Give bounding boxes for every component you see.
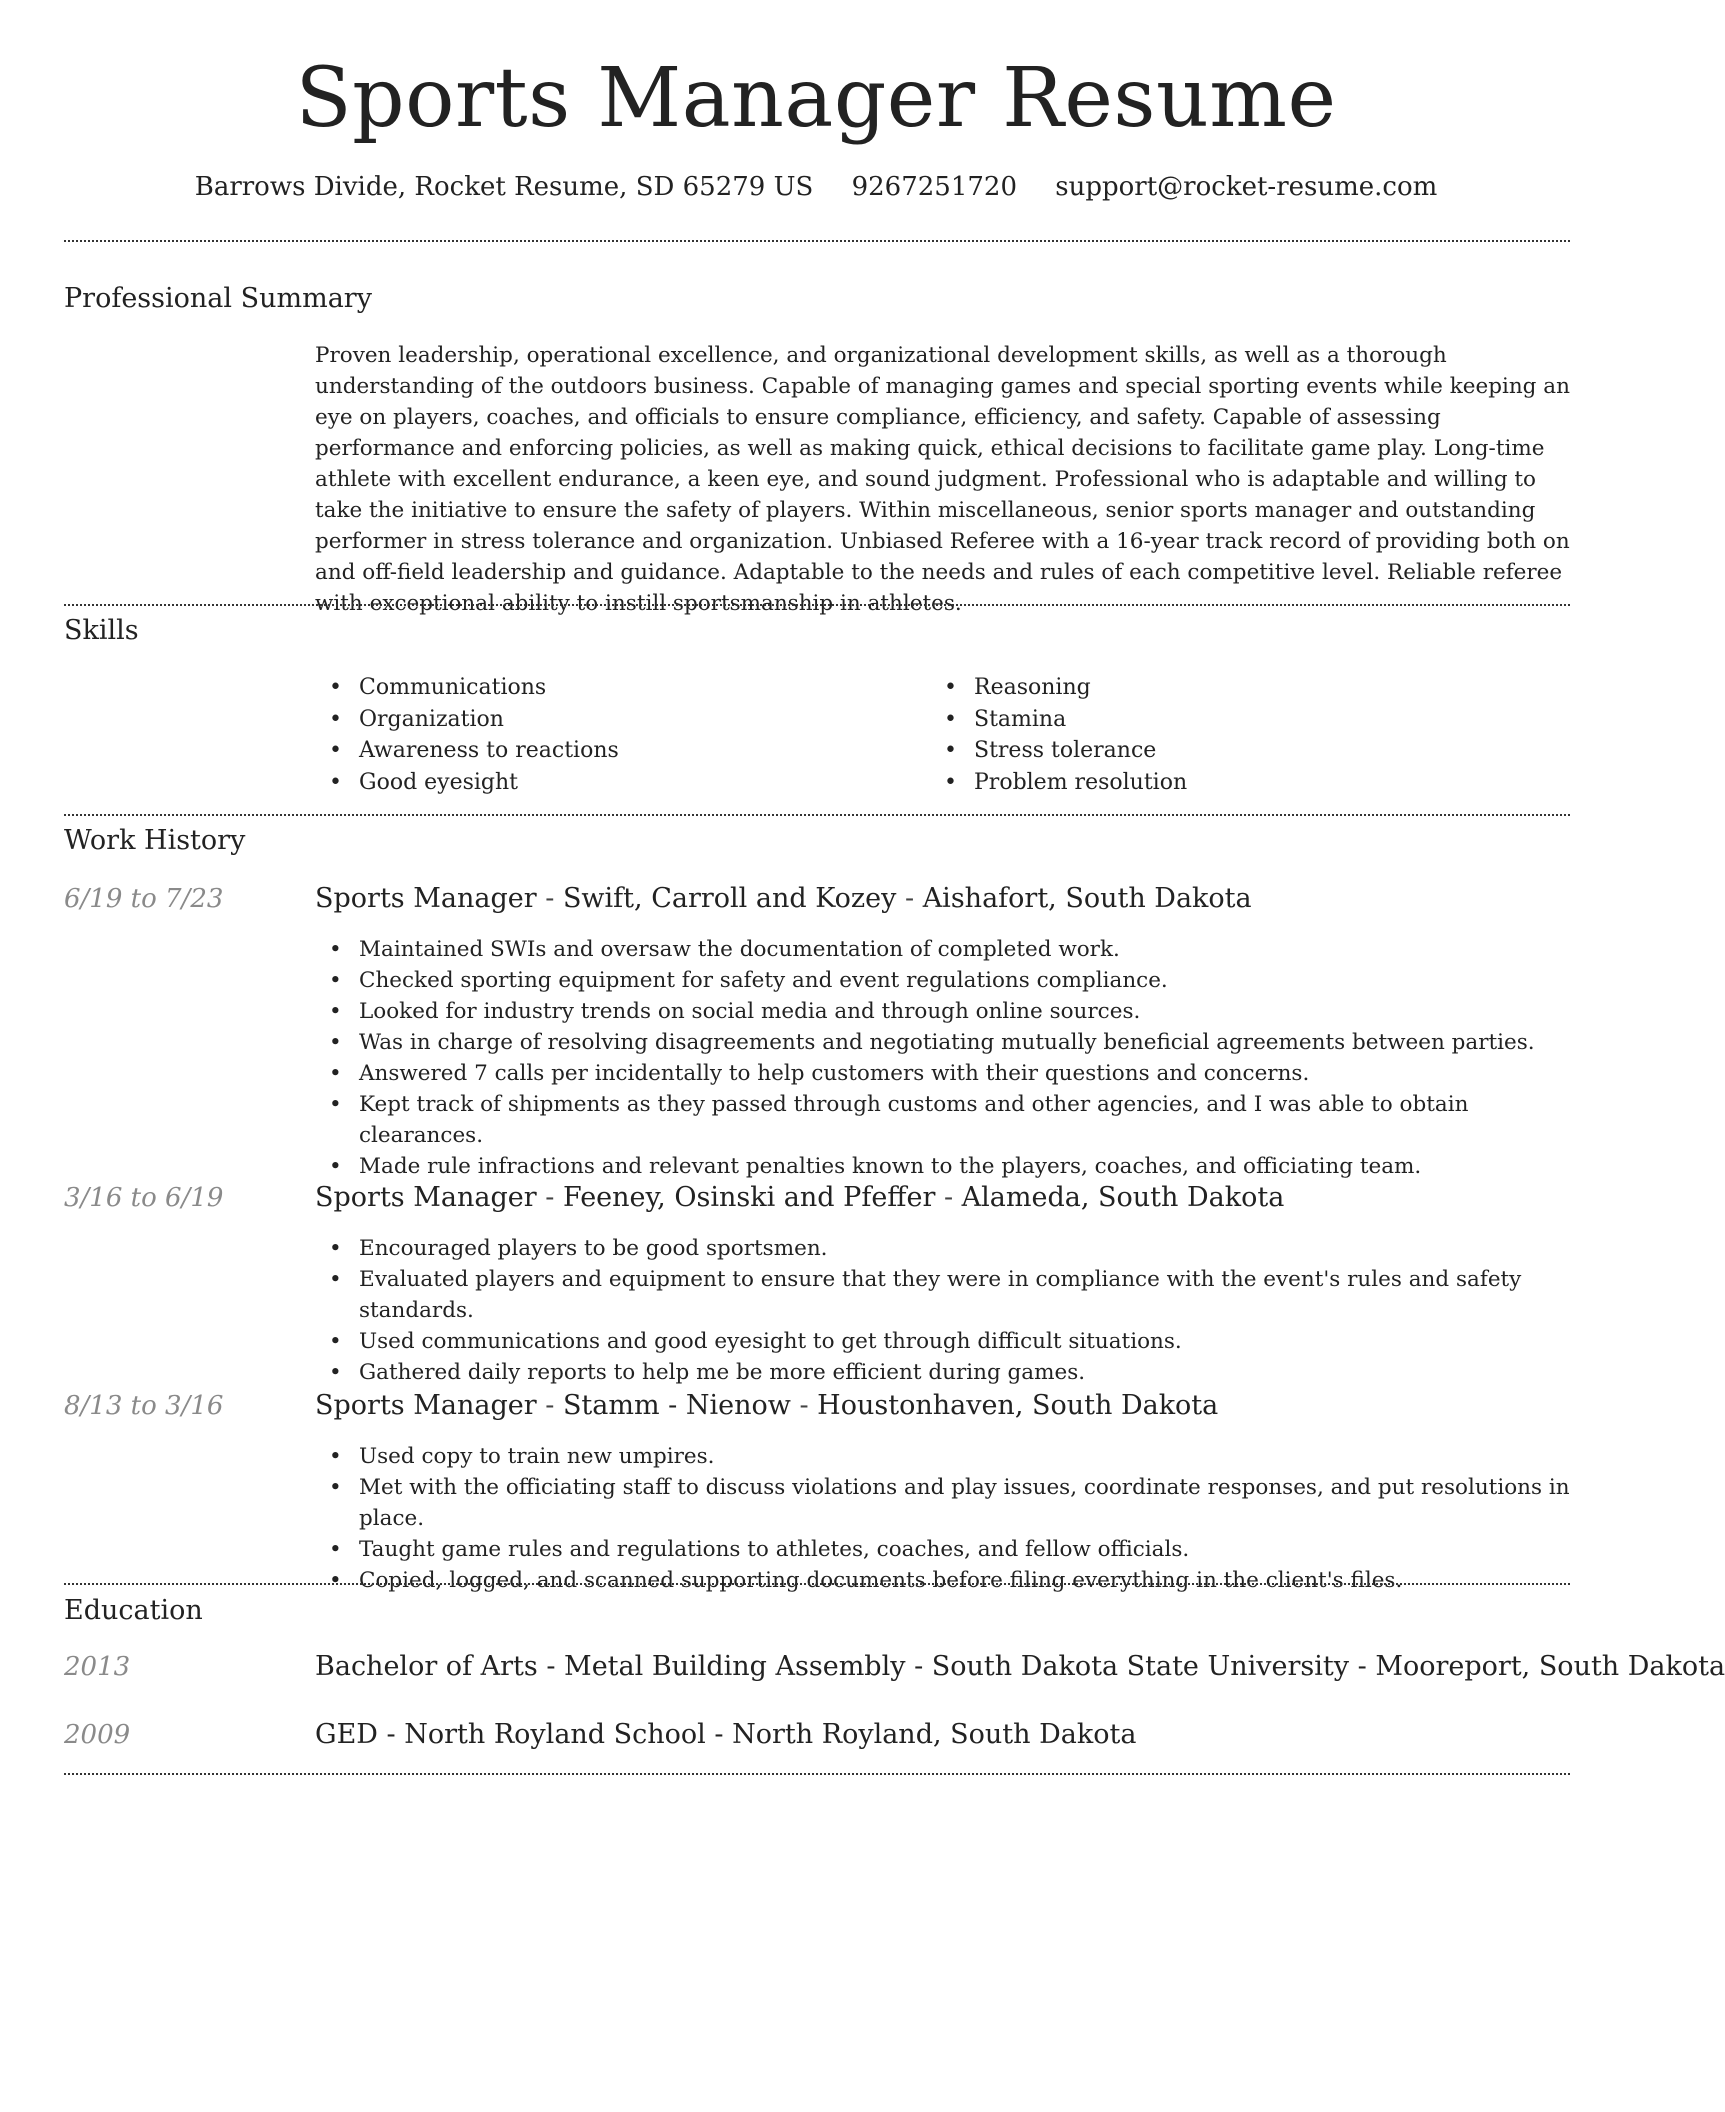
job-bullets bbox=[315, 1233, 1571, 1388]
skill-item: • Communications bbox=[315, 672, 619, 704]
skill-item: • Stress tolerance bbox=[930, 735, 1187, 767]
job-bullet: • Copied, logged, and scanned supporting documents before filing everything in the client's files. bbox=[315, 1565, 1571, 1596]
summary-heading: Professional Summary bbox=[64, 283, 372, 314]
contact-line bbox=[0, 172, 1632, 202]
education-school: South Dakota State University bbox=[931, 1651, 1350, 1682]
education-location: Mooreport, South Dakota bbox=[1375, 1651, 1725, 1682]
skill-item: • Good eyesight bbox=[315, 767, 619, 799]
job-bullets bbox=[315, 934, 1571, 1182]
job-bullet: • Kept track of shipments as they passed through customs and other agencies, and I was able to obtain clearances. bbox=[315, 1089, 1571, 1151]
section-divider bbox=[64, 1583, 1570, 1585]
job-dates: 3/16 to 6/19 bbox=[64, 1183, 224, 1213]
education-school: North Royland School bbox=[404, 1719, 706, 1750]
job-title: Sports Manager bbox=[315, 1182, 537, 1213]
summary-text: Proven leadership, operational excellence, and organizational development skills, as well as a thorough understanding of the outdoors business. Capable of managing games and special sporting events while keeping an eye on players, coaches, and officials to ensure compliance, efficiency, and safety. Capable of assessing performance and enforcing policies, as well as making quick, ethical decisions to facilitate game play. Long-time athlete with excellent endurance, a keen eye, and sound judgment. Professional who is adaptable and willing to take the initiative to ensure the safety of players. Within miscellaneous, senior sports manager and outstanding performer in stress tolerance and organization. Unbiased Referee with a 16-year track record of providing both on and off-field leadership and guidance. Adaptable to the needs and rules of each competitive level. Reliable referee with exceptional ability to instill sportsmanship in athletes. bbox=[315, 343, 1570, 616]
skill-item: • Reasoning bbox=[930, 672, 1187, 704]
job-bullet: • Used communications and good eyesight to get through difficult situations. bbox=[315, 1326, 1571, 1357]
job-bullet: • Maintained SWIs and oversaw the documentation of completed work. bbox=[315, 934, 1571, 965]
skills-list-right bbox=[930, 672, 1187, 798]
resume-header bbox=[0, 52, 1632, 146]
job-company: Stamm - Nienow bbox=[562, 1390, 791, 1421]
education-location: North Royland, South Dakota bbox=[732, 1719, 1137, 1750]
education-year: 2009 bbox=[64, 1720, 131, 1750]
job-dates: 8/13 to 3/16 bbox=[64, 1391, 224, 1421]
section-divider bbox=[64, 814, 1570, 816]
contact-phone: 9267251720 bbox=[851, 172, 1017, 202]
section-divider bbox=[64, 1773, 1570, 1775]
job-bullet: • Made rule infractions and relevant penalties known to the players, coaches, and officiating team. bbox=[315, 1151, 1571, 1182]
job-title-line: Sports Manager - Stamm - Nienow - Houstonhaven, South Dakota bbox=[315, 1390, 1219, 1421]
job-bullet: • Checked sporting equipment for safety and event regulations compliance. bbox=[315, 965, 1571, 996]
skill-item: • Organization bbox=[315, 704, 619, 736]
job-title-line: Sports Manager - Swift, Carroll and Kozey - Aishafort, South Dakota bbox=[315, 883, 1252, 914]
job-bullet: • Looked for industry trends on social media and through online sources. bbox=[315, 996, 1571, 1027]
skills-list-left bbox=[315, 672, 619, 798]
job-bullet: • Encouraged players to be good sportsmen. bbox=[315, 1233, 1571, 1264]
job-location: Aishafort, South Dakota bbox=[922, 883, 1252, 914]
job-location: Alameda, South Dakota bbox=[961, 1182, 1285, 1213]
job-title: Sports Manager bbox=[315, 1390, 537, 1421]
job-bullet: • Taught game rules and regulations to athletes, coaches, and fellow officials. bbox=[315, 1534, 1571, 1565]
job-company: Feeney, Osinski and Pfeffer bbox=[562, 1182, 936, 1213]
skill-item: • Problem resolution bbox=[930, 767, 1187, 799]
education-heading: Education bbox=[64, 1595, 203, 1626]
job-bullet: • Evaluated players and equipment to ensure that they were in compliance with the event's rules and safety standards. bbox=[315, 1264, 1571, 1326]
skills-heading: Skills bbox=[64, 615, 139, 646]
job-bullet: • Was in charge of resolving disagreements and negotiating mutually beneficial agreements between parties. bbox=[315, 1027, 1571, 1058]
job-bullet: • Met with the officiating staff to discuss violations and play issues, coordinate responses, and put resolutions in place. bbox=[315, 1472, 1571, 1534]
education-year: 2013 bbox=[64, 1652, 131, 1682]
page-title: Sports Manager Resume bbox=[295, 51, 1337, 146]
education-field: Metal Building Assembly bbox=[564, 1651, 906, 1682]
education-entry: GED - North Royland School - North Royland, South Dakota bbox=[315, 1719, 1137, 1750]
contact-address: Barrows Divide, Rocket Resume, SD 65279 US bbox=[194, 172, 814, 202]
job-bullet: • Gathered daily reports to help me be more efficient during games. bbox=[315, 1357, 1571, 1388]
skill-item: • Stamina bbox=[930, 704, 1187, 736]
section-divider bbox=[64, 240, 1570, 242]
education-degree: Bachelor of Arts bbox=[315, 1651, 538, 1682]
work-history-heading: Work History bbox=[64, 825, 246, 856]
job-dates: 6/19 to 7/23 bbox=[64, 884, 224, 914]
contact-email: support@rocket-resume.com bbox=[1055, 172, 1438, 202]
education-entry: Bachelor of Arts - Metal Building Assembly - South Dakota State University - Mooreport, South Dakota bbox=[315, 1651, 1725, 1682]
job-company: Swift, Carroll and Kozey bbox=[562, 883, 897, 914]
job-bullets bbox=[315, 1441, 1571, 1596]
section-divider bbox=[64, 604, 1570, 606]
job-bullet: • Used copy to train new umpires. bbox=[315, 1441, 1571, 1472]
skill-item: • Awareness to reactions bbox=[315, 735, 619, 767]
job-bullet: • Answered 7 calls per incidentally to help customers with their questions and concerns. bbox=[315, 1058, 1571, 1089]
job-title: Sports Manager bbox=[315, 883, 537, 914]
job-location: Houstonhaven, South Dakota bbox=[817, 1390, 1219, 1421]
job-title-line: Sports Manager - Feeney, Osinski and Pfeffer - Alameda, South Dakota bbox=[315, 1182, 1285, 1213]
education-degree: GED bbox=[315, 1719, 378, 1750]
